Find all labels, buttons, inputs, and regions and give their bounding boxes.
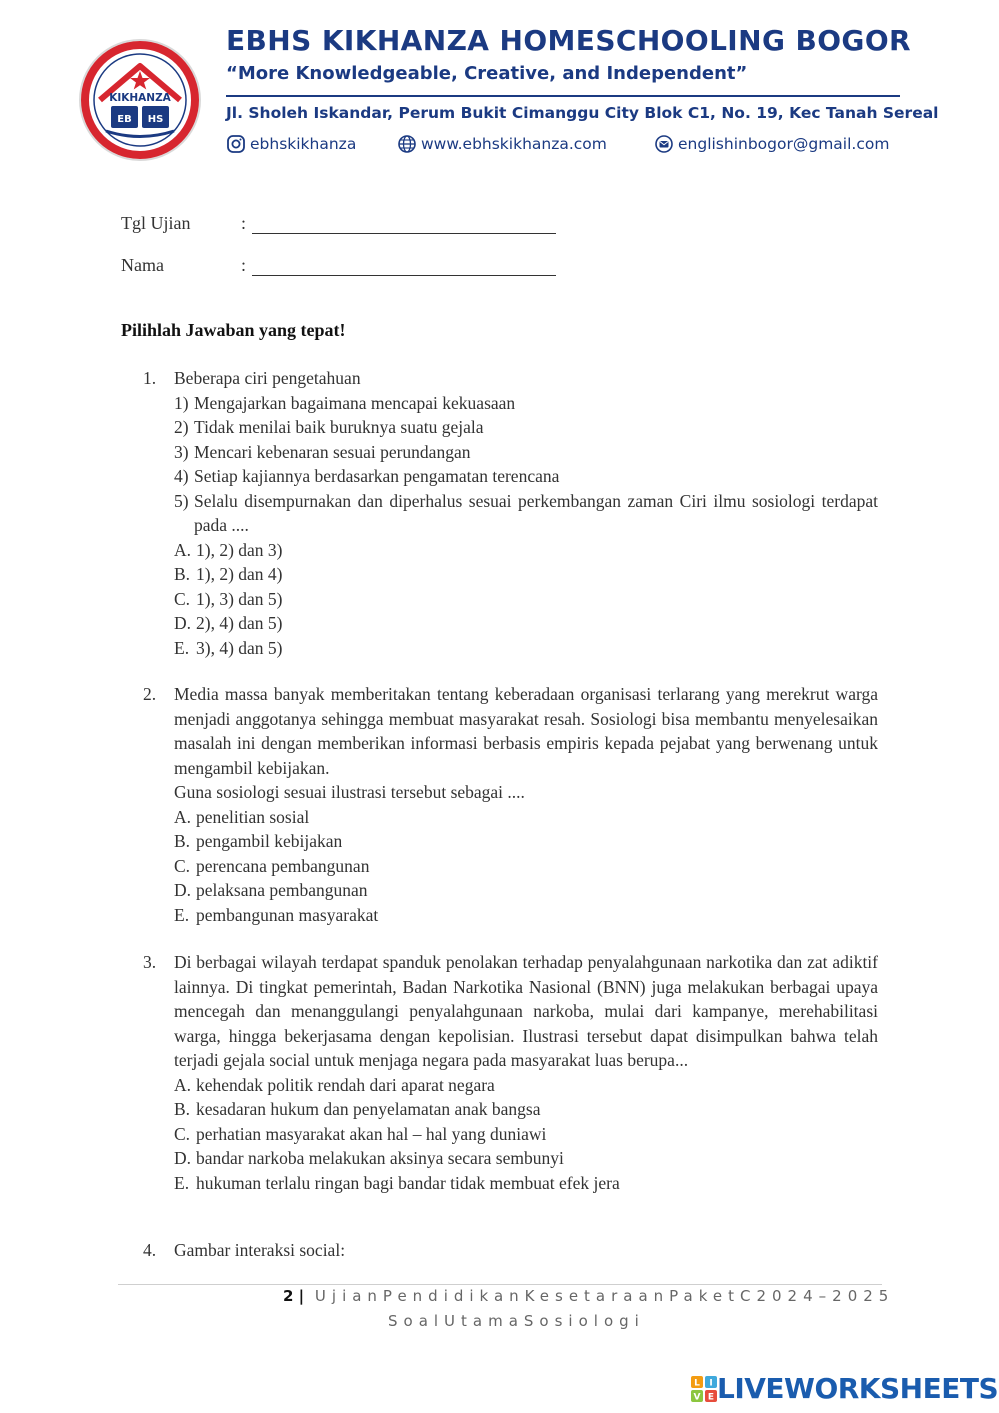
question-4 (143, 1238, 878, 1263)
question-text: Beberapa ciri pengetahuan (174, 368, 361, 388)
instruction: Pilihlah Jawaban yang tepat! (121, 320, 346, 340)
school-name: EBHS KIKHANZA HOMESCHOOLING BOGOR (226, 24, 911, 57)
question-text: Gambar interaksi social: (174, 1240, 346, 1260)
exam-date-blank[interactable] (252, 233, 556, 234)
svg-text:EB: EB (117, 114, 132, 125)
liveworksheets-logo-icon (691, 1376, 717, 1402)
answer-option-e[interactable]: E. 3), 4) dan 5) (174, 637, 283, 658)
school-address: Jl. Sholeh Iskandar, Perum Bukit Cimanggu City Blok C1, No. 19, Kec Tanah Sereal (226, 104, 939, 122)
student-name-blank[interactable] (252, 275, 556, 276)
exam-date-label: Tgl Ujian (121, 213, 191, 233)
svg-text:KIKHANZA: KIKHANZA (109, 92, 171, 104)
question-1 (143, 366, 878, 660)
answer-option-d[interactable]: D. bandar narkoba melakukan aksinya secara sembunyi (174, 1148, 564, 1168)
email-icon (654, 134, 674, 154)
svg-text:V: V (693, 1392, 701, 1402)
footer-divider (118, 1284, 882, 1285)
answer-option-d[interactable]: D. pelaksana pembangunan (174, 880, 368, 900)
answer-option-b[interactable]: B. 1), 2) dan 4) (174, 564, 283, 584)
question-text: Di berbagai wilayah terdapat spanduk penolakan terhadap penyalahgunaan narkotika dan zat adiktif lainnya. Di tingkat pemerintah, Badan Narkotika Nasional (BNN) juga melakukan berbagai upaya mencegah dan menanggulangi penyalahgunaan narkoba, mulai dari kampanye, merehabilitasi warga, hingga bekerjasama dengan kepolisian. Ilustrasi tersebut dapat disimpulkan bahwa telah terjadi gejala social untuk menjaga negara pada masyarakat luas berupa... (174, 952, 878, 1070)
globe-icon (397, 134, 417, 154)
answer-option-c[interactable]: C. perencana pembangunan (174, 855, 370, 876)
list-item: 1) Mengajarkan bagaimana mencapai kekuasaan (174, 392, 516, 413)
question-text: Media massa banyak memberitakan tentang keberadaan organisasi terlarang yang merekrut warga menjadi anggotanya sehingga membuat masyarakat resah. Sosiologi bisa membantu menyelesaikan masalah ini dengan memberikan informasi berbasis empiris kepada pejabat yang berwenang untuk mengambil kebijakan. (174, 684, 878, 778)
svg-text:HS: HS (147, 114, 164, 125)
contact-bar (226, 134, 906, 156)
svg-text:E: E (707, 1392, 715, 1402)
question-number: 2. (143, 684, 157, 704)
list-item: 3) Mencari kebenaran sesuai perundangan (174, 441, 471, 462)
page-number: 2 | (283, 1287, 305, 1305)
answer-option-a[interactable]: A. penelitian sosial (174, 806, 310, 827)
list-item: 2) Tidak menilai baik buruknya suatu gejala (174, 417, 484, 437)
answer-option-b[interactable]: B. kesadaran hukum dan penyelamatan anak bangsa (174, 1099, 541, 1119)
website-contact[interactable] (397, 134, 607, 154)
question-number: 3. (143, 952, 157, 972)
answer-option-c[interactable]: C. perhatian masyarakat akan hal – hal yang duniawi (174, 1123, 547, 1144)
email-contact[interactable] (654, 134, 889, 154)
website-url: www.ebhskikhanza.com (421, 135, 607, 153)
question-2 (143, 682, 878, 927)
answer-option-e[interactable]: E. hukuman terlalu ringan bagi bandar tidak membuat efek jera (174, 1172, 620, 1193)
answer-option-d[interactable]: D. 2), 4) dan 5) (174, 613, 283, 633)
school-logo (78, 38, 202, 162)
answer-option-a[interactable]: A. kehendak politik rendah dari aparat negara (174, 1074, 495, 1095)
instagram-icon (226, 134, 246, 154)
answer-option-e[interactable]: E. pembangunan masyarakat (174, 904, 379, 925)
instagram-contact[interactable] (226, 134, 356, 154)
liveworksheets-watermark (691, 1372, 998, 1405)
answer-option-c[interactable]: C. 1), 3) dan 5) (174, 588, 283, 609)
footer-subtitle: SoalUtamaSosiologi (388, 1312, 645, 1330)
school-motto: “More Knowledgeable, Creative, and Independent” (226, 63, 748, 84)
email-address: englishinbogor@gmail.com (678, 135, 890, 153)
svg-text:I: I (709, 1378, 713, 1388)
answer-option-b[interactable]: B. pengambil kebijakan (174, 831, 343, 851)
answer-option-a[interactable]: A. 1), 2) dan 3) (174, 539, 283, 560)
question-number: 1. (143, 368, 157, 388)
list-item: 4) Setiap kajiannya berdasarkan pengamatan terencana (174, 466, 560, 486)
svg-text:L: L (694, 1378, 700, 1388)
question-prompt: Guna sosiologi sesuai ilustrasi tersebut sebagai .... (174, 782, 525, 802)
question-3 (143, 950, 878, 1195)
footer-title: UjianPendidikanKesetaraanPaketC2024–2025 (314, 1287, 895, 1305)
question-number: 4. (143, 1240, 157, 1260)
list-item: 5) Selalu disempurnakan dan diperhalus sesuai perkembangan zaman Ciri ilmu sosiologi terdapat pada .... (174, 490, 878, 535)
header-divider (226, 95, 900, 97)
student-name-label: Nama (121, 255, 164, 275)
liveworksheets-wordmark: LIVEWORKSHEETS (717, 1372, 999, 1405)
instagram-handle: ebhskikhanza (250, 135, 357, 153)
